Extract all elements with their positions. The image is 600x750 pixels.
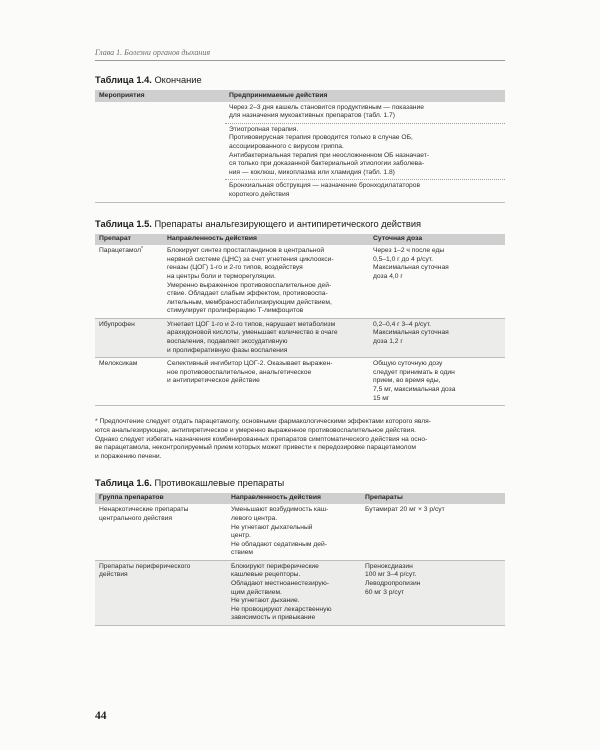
- cell-line: лительным, мембраностабилизирующим действием,: [167, 298, 332, 306]
- table-row: [95, 504, 505, 560]
- cell-line: арахидоновой кислоты, уменьшает количество в очаге: [167, 329, 338, 337]
- cell-line: Этиотропная терапия.: [229, 125, 299, 133]
- footnote-line: ются анальгезирующее, антипиретическое и умеренно выраженное противовоспалительное действия.: [95, 426, 416, 434]
- cell-line: и антипиретическое действие: [167, 377, 260, 385]
- action-cell: [163, 358, 369, 406]
- header-cell: Суточная доза: [369, 234, 505, 246]
- cell-line: кашлевые рецепторы.: [231, 571, 301, 579]
- footnote-mark: *: [141, 246, 143, 253]
- drug-name: Парацетамол: [99, 247, 141, 255]
- footnote-line: * Предпочтение следует отдать парацетамолу, основными фармакологическими эффектами которого явля-: [95, 418, 431, 426]
- action-cell: [163, 245, 369, 318]
- dose-cell: [369, 358, 505, 406]
- action-cell: [227, 504, 361, 560]
- drug-name: Ибупрофен: [99, 320, 135, 328]
- cell-line: нервной системе (ЦНС) за счет угнетения циклоокси-: [167, 255, 334, 263]
- cell-line: Не угнетают дыхательный: [231, 523, 313, 531]
- cell-line: Преноксдиазин: [365, 562, 413, 570]
- table-1-5-caption: [95, 219, 505, 229]
- cell-line: ся только при доказанной бактериальной этиологии заболева-: [229, 160, 425, 168]
- cell-line: Селективный ингибитор ЦОГ-2. Оказывает выражен-: [167, 360, 333, 368]
- action-cell: [163, 318, 369, 357]
- table-1-5-footnote: [95, 418, 505, 462]
- cell-line: для назначения мукоактивных препаратов (табл. 1.7): [229, 112, 395, 120]
- cell-line: 7,5 мг, максимальная доза: [373, 386, 456, 394]
- cell-line: Общую суточную дозу: [373, 360, 443, 368]
- header-cell: Предпринимаемые действия: [225, 90, 505, 102]
- running-head: Глава 1. Болезни органов дыхания: [95, 48, 505, 61]
- cell-line: 0,2–0,4 г 3–4 р/сут.: [373, 320, 431, 328]
- cell-line: Уменьшают возбудимость каш-: [231, 506, 329, 514]
- caption-text: Окончание: [154, 75, 202, 85]
- table-row: [95, 358, 505, 406]
- cell-line: стимулирует пролиферацию Т-лимфоцитов: [167, 307, 304, 315]
- cell-line: действия: [99, 571, 128, 579]
- cell-line: ствием: [231, 549, 254, 557]
- table-cell: [225, 102, 505, 124]
- cell-line: 15 мг: [373, 394, 390, 402]
- cell-line: Умеренно выраженное противовоспалительное дей-: [167, 281, 332, 289]
- header-cell: Препарат: [95, 234, 163, 246]
- cell-line: зависимость и привыкание: [231, 614, 316, 622]
- table-cell: [225, 180, 505, 202]
- group-cell: [95, 504, 227, 560]
- cell-line: Максимальная суточная: [373, 264, 449, 272]
- cell-line: на центры боли и терморегуляции.: [167, 272, 276, 280]
- table-1-6-caption: [95, 478, 505, 488]
- cell-line: Не провоцируют лекарственную: [231, 605, 332, 613]
- header-cell: Направленность действия: [163, 234, 369, 246]
- drugs-cell: [361, 560, 505, 625]
- cell-line: Обладают местноанестезирую-: [231, 580, 329, 588]
- cell-line: Антибактериальная терапия при неосложненном ОБ назначает-: [229, 151, 430, 159]
- cell-line: ствие. Обладает слабым эффектом, противовоспа-: [167, 290, 328, 298]
- cell-line: прием, во время еды,: [373, 377, 441, 385]
- cell-line: короткого действия: [229, 190, 290, 198]
- drug-cell: [95, 318, 163, 357]
- page: [95, 48, 505, 626]
- cell-line: Блокирует синтез простагландинов в центральной: [167, 247, 325, 255]
- caption-number: Таблица 1.5.: [95, 218, 152, 229]
- caption-text: Противокашлевые препараты: [154, 477, 285, 488]
- table-1-6: [95, 493, 505, 626]
- cell-line: щим действием.: [231, 588, 282, 596]
- cell-line: Препараты периферического: [99, 562, 191, 570]
- cell-line: ассоциированного с вирусом гриппа.: [229, 142, 344, 150]
- group-cell: [95, 560, 227, 625]
- cell-line: ное противовоспалительное, анальгетическое: [167, 368, 312, 376]
- cell-line: центр.: [231, 532, 251, 540]
- cell-line: 100 мг 3–4 р/сут.: [365, 571, 417, 579]
- cell-line: Угнетает ЦОГ 1-го и 2-го типов, нарушает метаболизм: [167, 320, 336, 328]
- header-cell: Группа препаратов: [95, 493, 227, 505]
- cell-line: доза 1,2 г: [373, 338, 403, 346]
- cell-line: воспаления, подавляет экссудативную: [167, 338, 288, 346]
- cell-line: Бутамират 20 мг × 3 р/сут: [365, 506, 445, 514]
- dose-cell: [369, 318, 505, 357]
- footnote-line: Однако следует избегать назначения комбинированных препаратов симптоматического действия на осно-: [95, 435, 428, 443]
- header-cell: Мероприятия: [95, 90, 225, 102]
- cell-line: Не угнетают дыхание.: [231, 597, 300, 605]
- cell-line: Противовирусная терапия проводится только в случае ОБ,: [229, 134, 413, 142]
- cell-line: Блокируют периферические: [231, 562, 319, 570]
- table-row: [95, 560, 505, 625]
- table-row: [95, 245, 505, 318]
- cell-line: и пролиферативную фазы воспаления: [167, 346, 288, 354]
- cell-line: Бронхиальная обструкция — назначение бронходилататоров: [229, 182, 421, 190]
- table-1-4-caption: [95, 75, 505, 85]
- cell-line: 60 мг 3 р/сут: [365, 588, 405, 596]
- table-row: [95, 180, 505, 202]
- table-row: [95, 123, 505, 180]
- footnote-line: и поражению печени.: [95, 453, 162, 461]
- cell-line: следует принимать в один: [373, 368, 455, 376]
- cell-line: Ненаркотические препараты: [99, 506, 189, 514]
- caption-number: Таблица 1.4.: [95, 75, 152, 85]
- cell-line: геназы (ЦОГ) 1-го и 2-го типов, воздействуя: [167, 264, 303, 272]
- cell-line: центрального действия: [99, 514, 173, 522]
- cell-line: ния — коклюш, микоплазма или хламидия (табл. 1.8): [229, 168, 395, 176]
- drug-cell: [95, 358, 163, 406]
- dose-cell: [369, 245, 505, 318]
- action-cell: [227, 560, 361, 625]
- cell-line: Через 2–3 дня кашель становится продуктивным — показание: [229, 103, 424, 111]
- drug-cell: [95, 245, 163, 318]
- table-row: [95, 318, 505, 357]
- table-row: [95, 102, 505, 124]
- table-cell: [225, 123, 505, 180]
- cell-line: 0,5–1,0 г до 4 р/сут.: [373, 255, 433, 263]
- drugs-cell: [361, 504, 505, 560]
- page-number: 44: [95, 710, 107, 722]
- caption-number: Таблица 1.6.: [95, 477, 152, 488]
- cell-line: Максимальная суточная: [373, 329, 449, 337]
- cell-line: доза 4,0 г: [373, 272, 403, 280]
- drug-name: Мелоксикам: [99, 360, 138, 368]
- cell-line: Леводропропизин: [365, 580, 421, 588]
- cell-line: левого центра.: [231, 514, 278, 522]
- footnote-line: ве парацетамола, неконтролируемый прием которых может привести к передозировке парацетамолом: [95, 444, 416, 452]
- header-cell: Препараты: [361, 493, 505, 505]
- cell-line: Не обладают седативным дей-: [231, 540, 327, 548]
- header-cell: Направленность действия: [227, 493, 361, 505]
- table-1-4: [95, 90, 505, 203]
- cell-line: Через 1–2 ч после еды: [373, 247, 445, 255]
- table-1-5: [95, 234, 505, 407]
- caption-text: Препараты анальгезирующего и антипиретического действия: [154, 218, 422, 229]
